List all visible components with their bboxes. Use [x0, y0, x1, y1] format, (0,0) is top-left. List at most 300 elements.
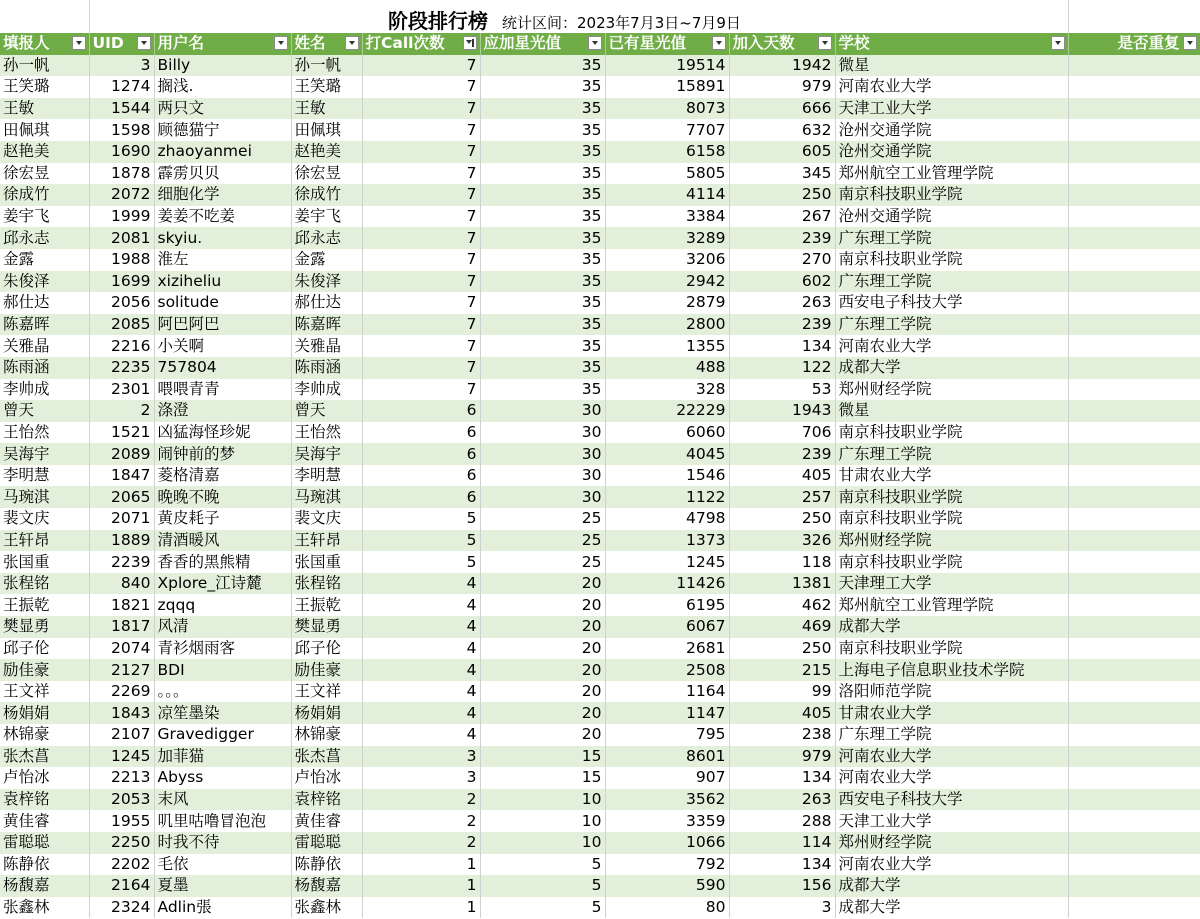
cell-uid[interactable]: 2 [89, 400, 154, 422]
cell-duplicate[interactable] [1068, 551, 1200, 573]
cell-name[interactable]: 李明慧 [291, 465, 362, 487]
cell-join-days[interactable]: 469 [729, 616, 835, 638]
cell-call-count[interactable]: 1 [362, 897, 480, 919]
cell-username[interactable]: 青衫烟雨客 [154, 638, 291, 660]
cell-name[interactable]: 袁梓铭 [291, 789, 362, 811]
cell-join-days[interactable]: 1942 [729, 55, 835, 77]
cell-join-days[interactable]: 250 [729, 508, 835, 530]
cell-duplicate[interactable] [1068, 854, 1200, 876]
cell-star-have[interactable]: 1373 [605, 530, 729, 552]
cell-star-add[interactable]: 10 [480, 789, 605, 811]
cell-join-days[interactable]: 1381 [729, 573, 835, 595]
cell-username[interactable]: 夏墨 [154, 875, 291, 897]
cell-uid[interactable]: 2074 [89, 638, 154, 660]
cell-star-add[interactable]: 20 [480, 681, 605, 703]
cell-uid[interactable]: 1699 [89, 271, 154, 293]
cell-join-days[interactable]: 263 [729, 292, 835, 314]
cell-name[interactable]: 马琬淇 [291, 486, 362, 508]
column-header-duplicate[interactable] [1068, 33, 1200, 55]
cell-reporter[interactable]: 王笑璐 [0, 76, 89, 98]
cell-school[interactable]: 河南农业大学 [835, 76, 1068, 98]
cell-duplicate[interactable] [1068, 465, 1200, 487]
cell-school[interactable]: 广东理工学院 [835, 314, 1068, 336]
cell-uid[interactable]: 2053 [89, 789, 154, 811]
cell-username[interactable]: 风清 [154, 616, 291, 638]
filter-dropdown-icon[interactable] [588, 36, 602, 50]
cell-school[interactable]: 南京科技职业学院 [835, 551, 1068, 573]
cell-reporter[interactable]: 励佳豪 [0, 659, 89, 681]
cell-reporter[interactable]: 袁梓铭 [0, 789, 89, 811]
cell-duplicate[interactable] [1068, 76, 1200, 98]
cell-school[interactable]: 郑州财经学院 [835, 832, 1068, 854]
cell-name[interactable]: 张程铭 [291, 573, 362, 595]
cell-call-count[interactable]: 6 [362, 465, 480, 487]
cell-name[interactable]: 卢怡冰 [291, 767, 362, 789]
cell-call-count[interactable]: 7 [362, 335, 480, 357]
cell-star-have[interactable]: 80 [605, 897, 729, 919]
cell-star-add[interactable]: 30 [480, 486, 605, 508]
cell-school[interactable]: 郑州航空工业管理学院 [835, 594, 1068, 616]
cell-duplicate[interactable] [1068, 702, 1200, 724]
column-header-name[interactable] [291, 33, 362, 55]
cell-star-add[interactable]: 20 [480, 659, 605, 681]
cell-duplicate[interactable] [1068, 163, 1200, 185]
cell-name[interactable]: 邱永志 [291, 227, 362, 249]
cell-reporter[interactable]: 孙一帆 [0, 55, 89, 77]
cell-join-days[interactable]: 462 [729, 594, 835, 616]
cell-reporter[interactable]: 王敏 [0, 98, 89, 120]
cell-reporter[interactable]: 张国重 [0, 551, 89, 573]
cell-name[interactable]: 姜宇飞 [291, 206, 362, 228]
cell-reporter[interactable]: 雷聪聪 [0, 832, 89, 854]
cell-school[interactable]: 沧州交通学院 [835, 141, 1068, 163]
cell-call-count[interactable]: 7 [362, 314, 480, 336]
cell-join-days[interactable]: 134 [729, 335, 835, 357]
cell-uid[interactable]: 3 [89, 55, 154, 77]
cell-name[interactable]: 王敏 [291, 98, 362, 120]
cell-join-days[interactable]: 605 [729, 141, 835, 163]
cell-username[interactable]: Abyss [154, 767, 291, 789]
cell-join-days[interactable]: 405 [729, 465, 835, 487]
cell-username[interactable]: 加菲猫 [154, 746, 291, 768]
cell-username[interactable]: 毛依 [154, 854, 291, 876]
cell-reporter[interactable]: 樊显勇 [0, 616, 89, 638]
cell-name[interactable]: 关雅晶 [291, 335, 362, 357]
cell-star-have[interactable]: 590 [605, 875, 729, 897]
cell-star-add[interactable]: 30 [480, 465, 605, 487]
cell-reporter[interactable]: 林锦豪 [0, 724, 89, 746]
cell-uid[interactable]: 2071 [89, 508, 154, 530]
column-header-join-days[interactable] [729, 33, 835, 55]
cell-name[interactable]: 林锦豪 [291, 724, 362, 746]
cell-name[interactable]: 田佩琪 [291, 119, 362, 141]
cell-uid[interactable]: 1843 [89, 702, 154, 724]
cell-join-days[interactable]: 3 [729, 897, 835, 919]
cell-star-have[interactable]: 19514 [605, 55, 729, 77]
filter-dropdown-icon[interactable] [72, 36, 86, 50]
cell-duplicate[interactable] [1068, 271, 1200, 293]
filter-dropdown-icon[interactable] [1051, 36, 1065, 50]
cell-name[interactable]: 张国重 [291, 551, 362, 573]
cell-uid[interactable]: 2213 [89, 767, 154, 789]
cell-school[interactable]: 河南农业大学 [835, 854, 1068, 876]
cell-reporter[interactable]: 张程铭 [0, 573, 89, 595]
cell-duplicate[interactable] [1068, 55, 1200, 77]
cell-name[interactable]: 吴海宇 [291, 443, 362, 465]
cell-school[interactable]: 南京科技职业学院 [835, 422, 1068, 444]
cell-username[interactable]: 叽里咕噜冒泡泡 [154, 810, 291, 832]
cell-name[interactable]: 王怡然 [291, 422, 362, 444]
cell-duplicate[interactable] [1068, 422, 1200, 444]
cell-call-count[interactable]: 1 [362, 854, 480, 876]
column-header-star-have[interactable] [605, 33, 729, 55]
cell-school[interactable]: 河南农业大学 [835, 767, 1068, 789]
cell-name[interactable]: 励佳豪 [291, 659, 362, 681]
cell-school[interactable]: 郑州财经学院 [835, 379, 1068, 401]
cell-username[interactable]: 末风 [154, 789, 291, 811]
cell-star-have[interactable]: 1122 [605, 486, 729, 508]
cell-reporter[interactable]: 王振乾 [0, 594, 89, 616]
cell-username[interactable]: 757804 [154, 357, 291, 379]
cell-name[interactable]: 陈静依 [291, 854, 362, 876]
cell-join-days[interactable]: 53 [729, 379, 835, 401]
cell-name[interactable]: 杨馥嘉 [291, 875, 362, 897]
cell-star-add[interactable]: 35 [480, 314, 605, 336]
cell-star-have[interactable]: 6158 [605, 141, 729, 163]
cell-school[interactable]: 微星 [835, 400, 1068, 422]
cell-star-have[interactable]: 6195 [605, 594, 729, 616]
cell-join-days[interactable]: 288 [729, 810, 835, 832]
cell-duplicate[interactable] [1068, 767, 1200, 789]
cell-name[interactable]: 杨娟娟 [291, 702, 362, 724]
cell-star-add[interactable]: 5 [480, 875, 605, 897]
cell-call-count[interactable]: 4 [362, 702, 480, 724]
cell-school[interactable]: 郑州财经学院 [835, 530, 1068, 552]
cell-username[interactable]: 菱格清嘉 [154, 465, 291, 487]
cell-username[interactable]: 凉笙墨染 [154, 702, 291, 724]
cell-star-add[interactable]: 35 [480, 227, 605, 249]
cell-star-have[interactable]: 1066 [605, 832, 729, 854]
cell-reporter[interactable]: 陈静依 [0, 854, 89, 876]
cell-reporter[interactable]: 陈嘉晖 [0, 314, 89, 336]
cell-join-days[interactable]: 345 [729, 163, 835, 185]
cell-star-add[interactable]: 35 [480, 292, 605, 314]
cell-reporter[interactable]: 陈雨涵 [0, 357, 89, 379]
cell-username[interactable]: 顾德猫宁 [154, 119, 291, 141]
cell-join-days[interactable]: 979 [729, 76, 835, 98]
cell-star-add[interactable]: 5 [480, 897, 605, 919]
cell-join-days[interactable]: 270 [729, 249, 835, 271]
cell-star-have[interactable]: 2942 [605, 271, 729, 293]
cell-uid[interactable]: 2202 [89, 854, 154, 876]
cell-star-have[interactable]: 2800 [605, 314, 729, 336]
cell-star-have[interactable]: 8073 [605, 98, 729, 120]
cell-star-have[interactable]: 6067 [605, 616, 729, 638]
cell-star-add[interactable]: 20 [480, 638, 605, 660]
cell-join-days[interactable]: 122 [729, 357, 835, 379]
cell-name[interactable]: 雷聪聪 [291, 832, 362, 854]
cell-username[interactable]: zqqq [154, 594, 291, 616]
cell-username[interactable]: 闹钟前的梦 [154, 443, 291, 465]
cell-username[interactable]: 清酒暖风 [154, 530, 291, 552]
cell-star-add[interactable]: 35 [480, 119, 605, 141]
cell-call-count[interactable]: 4 [362, 681, 480, 703]
filter-dropdown-icon[interactable] [818, 36, 832, 50]
cell-reporter[interactable]: 王轩昂 [0, 530, 89, 552]
cell-call-count[interactable]: 7 [362, 119, 480, 141]
cell-school[interactable]: 天津工业大学 [835, 98, 1068, 120]
cell-username[interactable]: 小关啊 [154, 335, 291, 357]
cell-call-count[interactable]: 3 [362, 767, 480, 789]
cell-star-have[interactable]: 1245 [605, 551, 729, 573]
filter-dropdown-icon[interactable] [345, 36, 359, 50]
cell-star-add[interactable]: 5 [480, 854, 605, 876]
cell-reporter[interactable]: 吴海宇 [0, 443, 89, 465]
cell-call-count[interactable]: 7 [362, 98, 480, 120]
cell-call-count[interactable]: 5 [362, 508, 480, 530]
cell-uid[interactable]: 2065 [89, 486, 154, 508]
cell-school[interactable]: 成都大学 [835, 357, 1068, 379]
column-header-school[interactable] [835, 33, 1068, 55]
cell-star-add[interactable]: 35 [480, 55, 605, 77]
cell-duplicate[interactable] [1068, 98, 1200, 120]
cell-call-count[interactable]: 4 [362, 724, 480, 746]
cell-duplicate[interactable] [1068, 379, 1200, 401]
cell-star-have[interactable]: 8601 [605, 746, 729, 768]
cell-join-days[interactable]: 238 [729, 724, 835, 746]
cell-school[interactable]: 洛阳师范学院 [835, 681, 1068, 703]
cell-username[interactable]: 阿巴阿巴 [154, 314, 291, 336]
cell-join-days[interactable]: 156 [729, 875, 835, 897]
cell-call-count[interactable]: 7 [362, 227, 480, 249]
cell-name[interactable]: 李帅成 [291, 379, 362, 401]
cell-school[interactable]: 微星 [835, 55, 1068, 77]
cell-school[interactable]: 西安电子科技大学 [835, 292, 1068, 314]
cell-star-have[interactable]: 3206 [605, 249, 729, 271]
cell-duplicate[interactable] [1068, 875, 1200, 897]
cell-reporter[interactable]: 曾天 [0, 400, 89, 422]
cell-name[interactable]: 张鑫林 [291, 897, 362, 919]
cell-username[interactable]: xiziheliu [154, 271, 291, 293]
cell-uid[interactable]: 2107 [89, 724, 154, 746]
cell-duplicate[interactable] [1068, 594, 1200, 616]
cell-duplicate[interactable] [1068, 249, 1200, 271]
cell-call-count[interactable]: 2 [362, 810, 480, 832]
cell-username[interactable]: Adlin張 [154, 897, 291, 919]
cell-reporter[interactable]: 邱永志 [0, 227, 89, 249]
cell-join-days[interactable]: 239 [729, 443, 835, 465]
cell-join-days[interactable]: 666 [729, 98, 835, 120]
cell-join-days[interactable]: 263 [729, 789, 835, 811]
cell-uid[interactable]: 1598 [89, 119, 154, 141]
filter-dropdown-icon[interactable] [712, 36, 726, 50]
cell-reporter[interactable]: 李明慧 [0, 465, 89, 487]
filter-dropdown-icon[interactable] [137, 36, 151, 50]
cell-uid[interactable]: 2235 [89, 357, 154, 379]
cell-call-count[interactable]: 7 [362, 76, 480, 98]
cell-name[interactable]: 张杰菖 [291, 746, 362, 768]
cell-join-days[interactable]: 239 [729, 314, 835, 336]
cell-duplicate[interactable] [1068, 530, 1200, 552]
cell-username[interactable]: solitude [154, 292, 291, 314]
cell-name[interactable]: 裴文庆 [291, 508, 362, 530]
cell-join-days[interactable]: 979 [729, 746, 835, 768]
cell-star-have[interactable]: 792 [605, 854, 729, 876]
cell-name[interactable]: 徐成竹 [291, 184, 362, 206]
cell-uid[interactable]: 2250 [89, 832, 154, 854]
cell-call-count[interactable]: 7 [362, 357, 480, 379]
cell-school[interactable]: 上海电子信息职业技术学院 [835, 659, 1068, 681]
cell-call-count[interactable]: 6 [362, 486, 480, 508]
cell-call-count[interactable]: 7 [362, 292, 480, 314]
sort-filter-dropdown-icon[interactable] [463, 36, 477, 50]
cell-duplicate[interactable] [1068, 119, 1200, 141]
cell-reporter[interactable]: 田佩琪 [0, 119, 89, 141]
cell-reporter[interactable]: 徐成竹 [0, 184, 89, 206]
cell-name[interactable]: 王文祥 [291, 681, 362, 703]
cell-uid[interactable]: 2301 [89, 379, 154, 401]
cell-name[interactable]: 王振乾 [291, 594, 362, 616]
cell-uid[interactable]: 1690 [89, 141, 154, 163]
cell-star-have[interactable]: 22229 [605, 400, 729, 422]
cell-name[interactable]: 孙一帆 [291, 55, 362, 77]
cell-duplicate[interactable] [1068, 486, 1200, 508]
cell-username[interactable]: 黄皮耗子 [154, 508, 291, 530]
cell-join-days[interactable]: 267 [729, 206, 835, 228]
cell-join-days[interactable]: 99 [729, 681, 835, 703]
cell-call-count[interactable]: 1 [362, 875, 480, 897]
cell-star-have[interactable]: 907 [605, 767, 729, 789]
cell-username[interactable]: 香香的黑熊精 [154, 551, 291, 573]
cell-school[interactable]: 西安电子科技大学 [835, 789, 1068, 811]
cell-star-have[interactable]: 4114 [605, 184, 729, 206]
cell-school[interactable]: 沧州交通学院 [835, 206, 1068, 228]
cell-username[interactable]: 搁浅. [154, 76, 291, 98]
cell-username[interactable]: Gravedigger [154, 724, 291, 746]
cell-call-count[interactable]: 4 [362, 573, 480, 595]
cell-school[interactable]: 南京科技职业学院 [835, 638, 1068, 660]
cell-school[interactable]: 郑州航空工业管理学院 [835, 163, 1068, 185]
cell-name[interactable]: 曾天 [291, 400, 362, 422]
cell-join-days[interactable]: 250 [729, 184, 835, 206]
cell-duplicate[interactable] [1068, 573, 1200, 595]
cell-uid[interactable]: 1878 [89, 163, 154, 185]
cell-school[interactable]: 南京科技职业学院 [835, 508, 1068, 530]
cell-star-have[interactable]: 3289 [605, 227, 729, 249]
cell-star-add[interactable]: 30 [480, 443, 605, 465]
cell-star-add[interactable]: 20 [480, 573, 605, 595]
cell-uid[interactable]: 1999 [89, 206, 154, 228]
cell-star-add[interactable]: 35 [480, 76, 605, 98]
cell-call-count[interactable]: 7 [362, 271, 480, 293]
cell-star-have[interactable]: 1355 [605, 335, 729, 357]
cell-uid[interactable]: 2324 [89, 897, 154, 919]
cell-name[interactable]: 王轩昂 [291, 530, 362, 552]
cell-star-have[interactable]: 2508 [605, 659, 729, 681]
cell-join-days[interactable]: 239 [729, 227, 835, 249]
cell-call-count[interactable]: 7 [362, 184, 480, 206]
cell-reporter[interactable]: 马琬淇 [0, 486, 89, 508]
cell-username[interactable]: Billy [154, 55, 291, 77]
cell-duplicate[interactable] [1068, 292, 1200, 314]
cell-join-days[interactable]: 602 [729, 271, 835, 293]
cell-username[interactable]: 涤澄 [154, 400, 291, 422]
column-header-reporter[interactable] [0, 33, 89, 55]
cell-reporter[interactable]: 杨馥嘉 [0, 875, 89, 897]
cell-duplicate[interactable] [1068, 141, 1200, 163]
cell-duplicate[interactable] [1068, 443, 1200, 465]
cell-reporter[interactable]: 王怡然 [0, 422, 89, 444]
cell-call-count[interactable]: 2 [362, 832, 480, 854]
cell-duplicate[interactable] [1068, 746, 1200, 768]
cell-star-add[interactable]: 25 [480, 508, 605, 530]
cell-school[interactable]: 广东理工学院 [835, 227, 1068, 249]
cell-school[interactable]: 广东理工学院 [835, 271, 1068, 293]
cell-username[interactable]: 晚晚不晚 [154, 486, 291, 508]
cell-star-have[interactable]: 2879 [605, 292, 729, 314]
cell-call-count[interactable]: 2 [362, 789, 480, 811]
cell-star-have[interactable]: 7707 [605, 119, 729, 141]
cell-star-add[interactable]: 35 [480, 184, 605, 206]
cell-school[interactable]: 南京科技职业学院 [835, 184, 1068, 206]
cell-star-add[interactable]: 30 [480, 422, 605, 444]
cell-star-have[interactable]: 4798 [605, 508, 729, 530]
cell-join-days[interactable]: 118 [729, 551, 835, 573]
cell-reporter[interactable]: 徐宏昱 [0, 163, 89, 185]
cell-call-count[interactable]: 7 [362, 379, 480, 401]
cell-uid[interactable]: 2127 [89, 659, 154, 681]
cell-username[interactable]: 。。。 [154, 681, 291, 703]
cell-uid[interactable]: 2216 [89, 335, 154, 357]
cell-star-have[interactable]: 11426 [605, 573, 729, 595]
cell-school[interactable]: 河南农业大学 [835, 335, 1068, 357]
cell-reporter[interactable]: 卢怡冰 [0, 767, 89, 789]
cell-duplicate[interactable] [1068, 659, 1200, 681]
cell-school[interactable]: 天津工业大学 [835, 810, 1068, 832]
cell-join-days[interactable]: 134 [729, 854, 835, 876]
cell-join-days[interactable]: 632 [729, 119, 835, 141]
cell-star-add[interactable]: 20 [480, 702, 605, 724]
cell-call-count[interactable]: 5 [362, 530, 480, 552]
cell-uid[interactable]: 2085 [89, 314, 154, 336]
cell-join-days[interactable]: 1943 [729, 400, 835, 422]
cell-reporter[interactable]: 杨娟娟 [0, 702, 89, 724]
cell-star-have[interactable]: 4045 [605, 443, 729, 465]
cell-duplicate[interactable] [1068, 400, 1200, 422]
cell-duplicate[interactable] [1068, 616, 1200, 638]
cell-call-count[interactable]: 7 [362, 141, 480, 163]
cell-call-count[interactable]: 7 [362, 163, 480, 185]
cell-uid[interactable]: 840 [89, 573, 154, 595]
cell-star-have[interactable]: 3562 [605, 789, 729, 811]
column-header-star-add[interactable] [480, 33, 605, 55]
cell-star-add[interactable]: 35 [480, 249, 605, 271]
cell-name[interactable]: 朱俊泽 [291, 271, 362, 293]
cell-duplicate[interactable] [1068, 335, 1200, 357]
cell-star-have[interactable]: 6060 [605, 422, 729, 444]
cell-reporter[interactable]: 张鑫林 [0, 897, 89, 919]
cell-star-add[interactable]: 35 [480, 271, 605, 293]
cell-reporter[interactable]: 王文祥 [0, 681, 89, 703]
cell-star-add[interactable]: 35 [480, 141, 605, 163]
cell-school[interactable]: 广东理工学院 [835, 724, 1068, 746]
cell-reporter[interactable]: 金露 [0, 249, 89, 271]
cell-uid[interactable]: 1274 [89, 76, 154, 98]
cell-uid[interactable]: 2164 [89, 875, 154, 897]
cell-star-add[interactable]: 35 [480, 335, 605, 357]
cell-duplicate[interactable] [1068, 789, 1200, 811]
cell-reporter[interactable]: 裴文庆 [0, 508, 89, 530]
